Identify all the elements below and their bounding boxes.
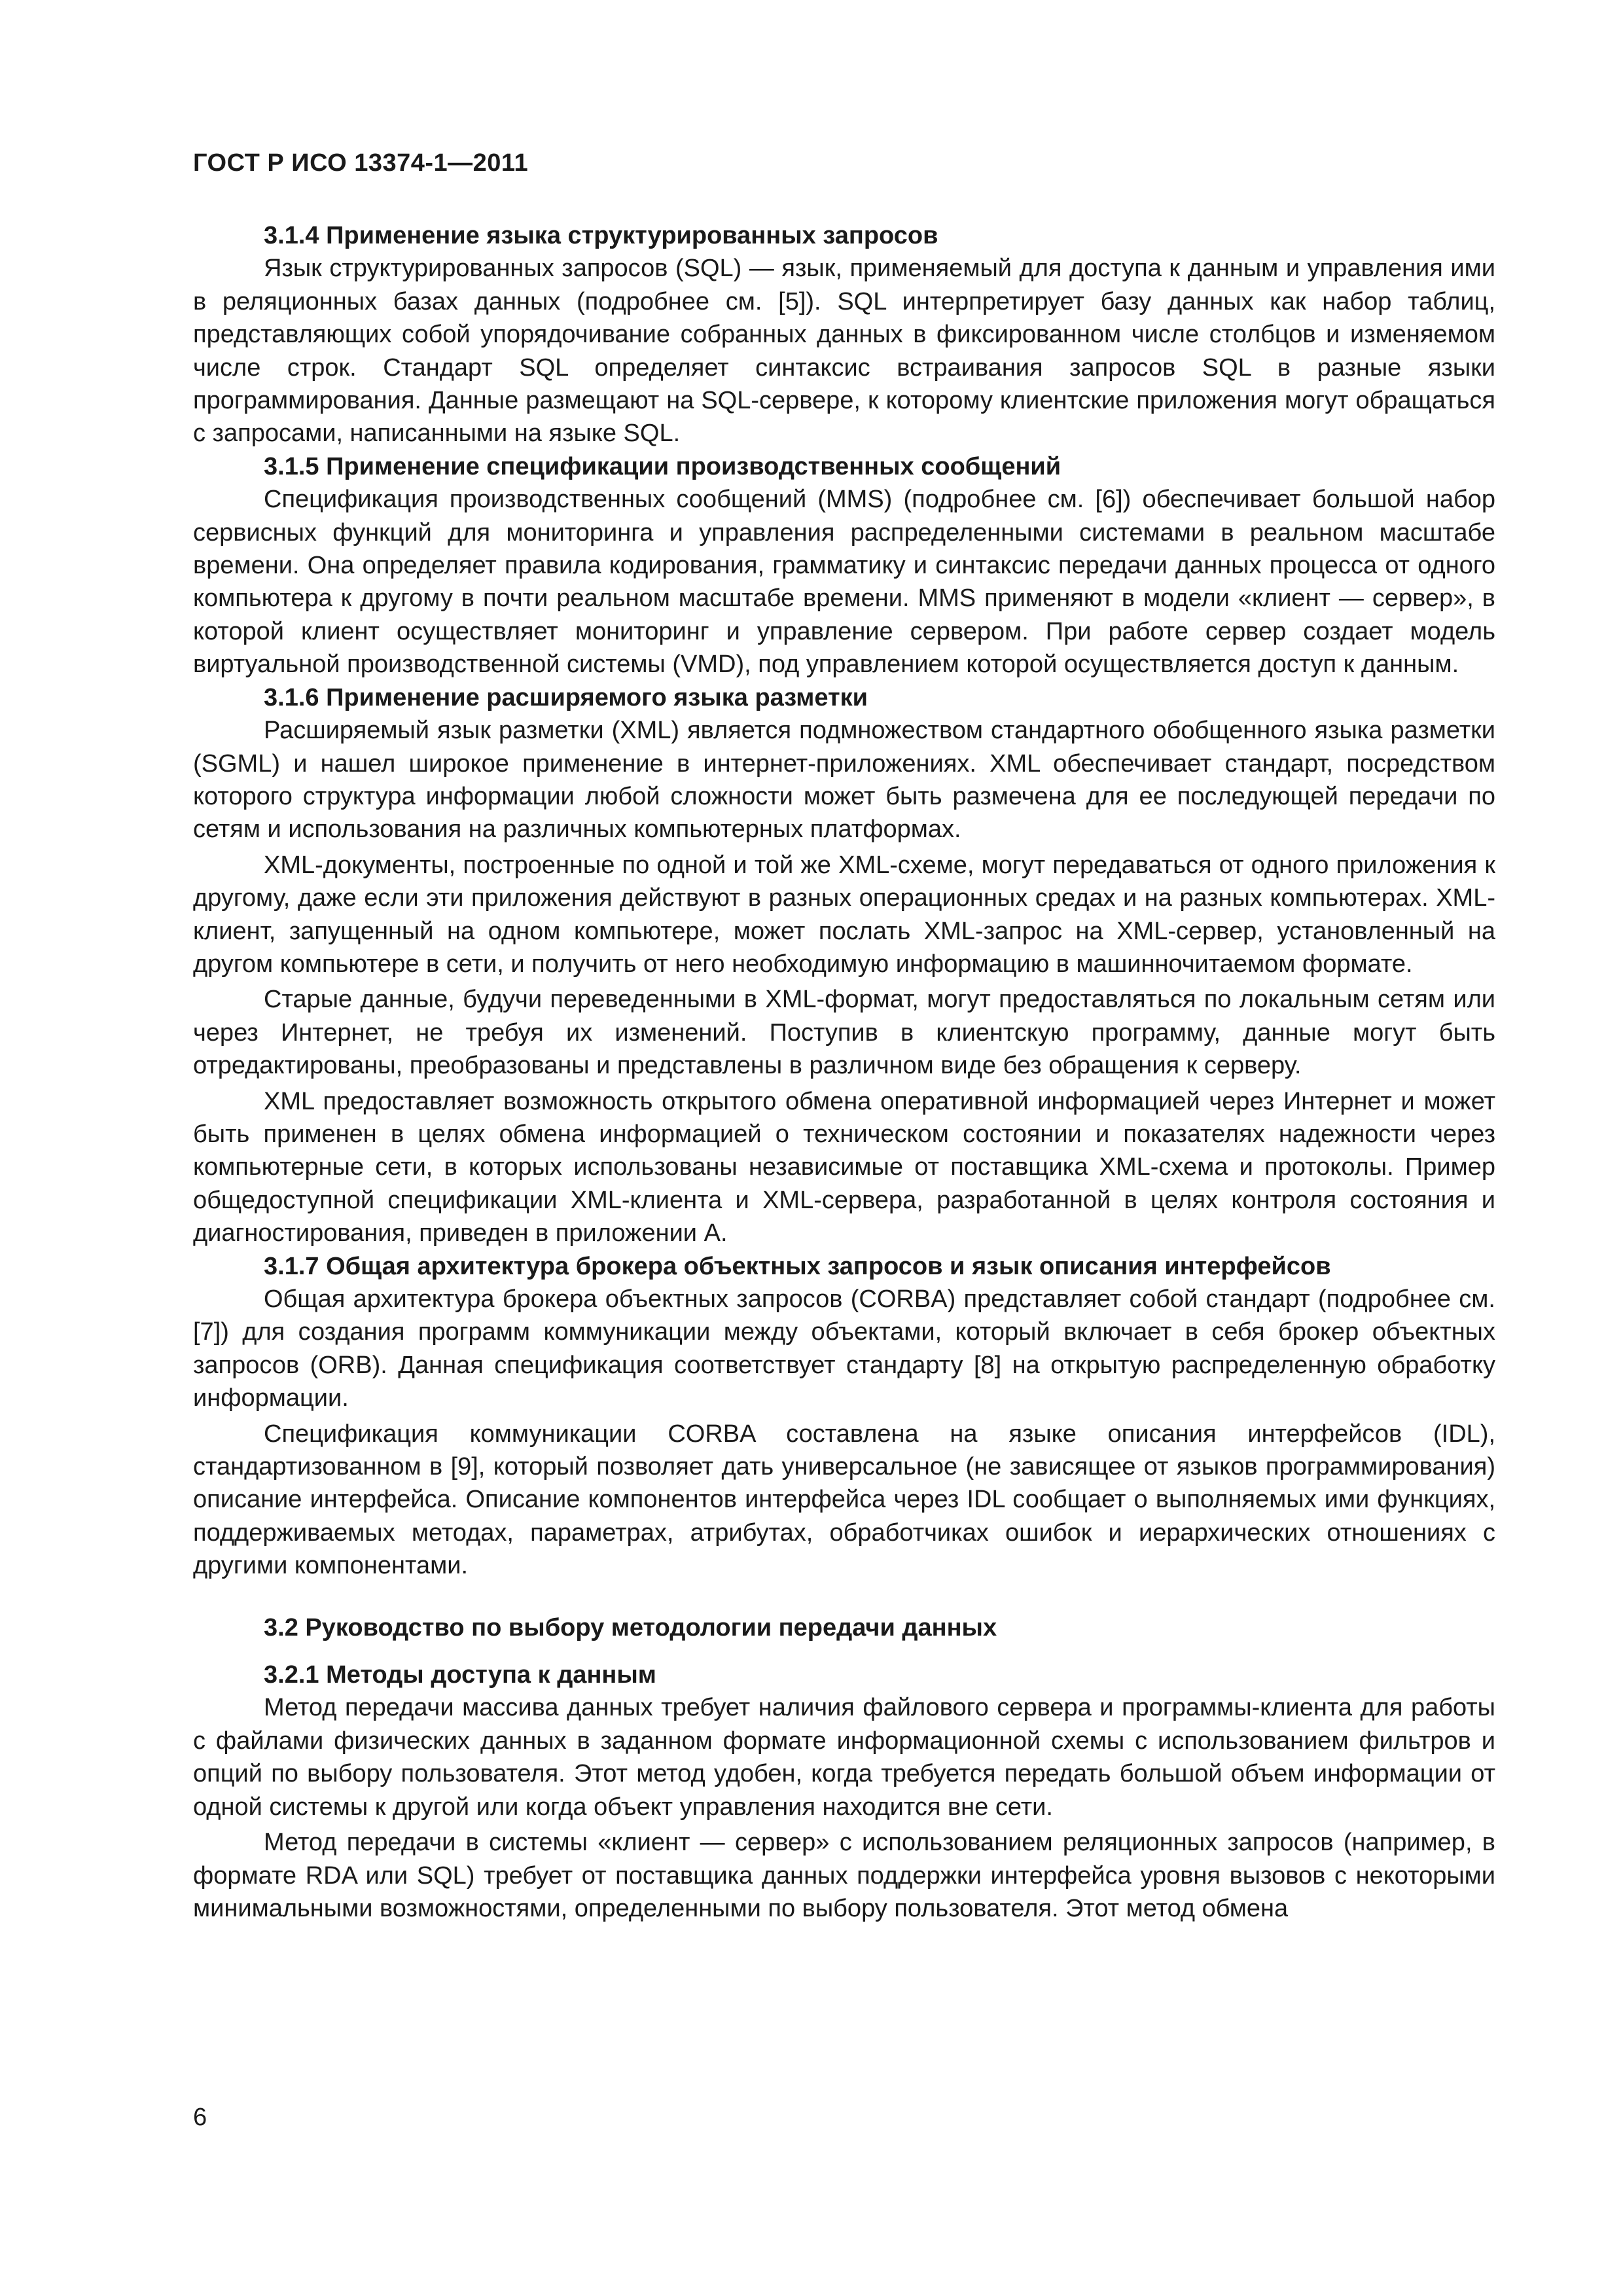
paragraph-3-2-1-2: Метод передачи в системы «клиент — сервер» с использованием реляционных запросов (например, в формате RDA или SQL) требует от поставщика данных поддержки интерфейса уровня вызовов с некоторыми минимальными возможностями, определенными по выбору пользователя. Этот метод обмена [193, 1829, 1495, 1922]
paragraph-3-1-5-1: Спецификация производственных сообщений (MMS) (подробнее см. [6]) обеспечивает большой набор сервисных функций для мониторинга и управления распределенными системами в реальном масштабе времени. Она определяет правила кодирования, грамматику и синтаксис передачи данных процесса от одного компьютера к другому в почти реальном масштабе времени. MMS применяют в модели «клиент — сервер», в которой клиент осуществляет мониторинг и управление сервером. При работе сервер создает модель виртуальной производственной системы (VMD), под управлением которой осуществляется доступ к данным. [193, 486, 1495, 679]
page-number: 6 [193, 2104, 207, 2131]
heading-3-2: 3.2 Руководство по выбору методологии передачи данных [264, 1613, 997, 1641]
paragraph-3-2-1-1: Метод передачи массива данных требует наличия файлового сервера и программы-клиента для работы с файлами физических данных в заданном формате информационной схемы с использованием фильтров и опций по выбору пользователя. Этот метод удобен, когда требуется передать большой объем информации от одной системы к другой или когда объект управления находится вне сети. [193, 1694, 1495, 1821]
paragraph-3-1-6-2: XML-документы, построенные по одной и той же XML-схеме, могут передаваться от одного приложения к другому, даже если эти приложения действуют в разных операционных средах и на разных компьютерах. XML-клиент, запущенный на одном компьютере, может послать XML-запрос на XML-сервер, установленный на другом компьютере в сети, и получить от него необходимую информацию в машинночитаемом формате. [193, 851, 1495, 978]
paragraph-3-1-4-1: Язык структурированных запросов (SQL) — язык, применяемый для доступа к данным и управления ими в реляционных базах данных (подробнее см. [5]). SQL интерпретирует базу данных как набор таблиц, представляющих собой упорядочивание собранных данных в фиксированном числе столбцов и изменяемом числе строк. Стандарт SQL определяет синтаксис встраивания запросов SQL в разные языки программирования. Данные размещают на SQL-сервере, к которому клиентские приложения могут обращаться с запросами, написанными на языке SQL. [193, 255, 1495, 448]
heading-3-1-4: 3.1.4 Применение языка структурированных запросов [264, 222, 938, 249]
heading-3-1-6: 3.1.6 Применение расширяемого языка разметки [264, 683, 868, 711]
heading-3-1-5: 3.1.5 Применение спецификации производственных сообщений [264, 452, 1061, 480]
paragraph-3-1-6-3: Старые данные, будучи переведенными в XML-формат, могут предоставляться по локальным сетям или через Интернет, не требуя их изменений. Поступив в клиентскую программу, данные могут быть отредактированы, преобразованы и представлены в различном виде без обращения к серверу. [193, 986, 1495, 1080]
document-body [193, 219, 1495, 1925]
paragraph-3-1-7-1: Общая архитектура брокера объектных запросов (CORBA) представляет собой стандарт (подробнее см. [7]) для создания программ коммуникации между объектами, который включает в себя брокер объектных запросов (ORB). Данная спецификация соответствует стандарту [8] на открытую распределенную обработку информации. [193, 1285, 1495, 1412]
paragraph-3-1-7-2: Спецификация коммуникации CORBA составлена на языке описания интерфейсов (IDL), стандартизованном в [9], который позволяет дать универсальное (не зависящее от языков программирования) описание интерфейса. Описание компонентов интерфейса через IDL сообщает о выполняемых ими функциях, поддерживаемых методах, параметрах, атрибутах, обработчиках ошибок и иерархических отношениях с другими компонентами. [193, 1420, 1495, 1580]
paragraph-3-1-6-1: Расширяемый язык разметки (XML) является подмножеством стандартного обобщенного языка разметки (SGML) и нашел широкое применение в интернет-приложениях. XML обеспечивает стандарт, посредством которого структура информации любой сложности может быть размечена для ее последующей передачи по сетям и использования на различных компьютерных платформах. [193, 717, 1495, 844]
paragraph-3-1-6-4: XML предоставляет возможность открытого обмена оперативной информацией через Интернет и может быть применен в целях обмена информацией о техническом состоянии и показателях надежности через компьютерные сети, в которых использованы независимые от поставщика XML-схема и протоколы. Пример общедоступной спецификации XML-клиента и XML-сервера, разработанной в целях контроля состояния и диагностирования, приведен в приложении А. [193, 1087, 1495, 1247]
heading-3-2-1: 3.2.1 Методы доступа к данным [264, 1661, 656, 1689]
heading-3-1-7: 3.1.7 Общая архитектура брокера объектных запросов и язык описания интерфейсов [264, 1252, 1331, 1280]
standard-header: ГОСТ Р ИСО 13374-1—2011 [193, 149, 529, 177]
